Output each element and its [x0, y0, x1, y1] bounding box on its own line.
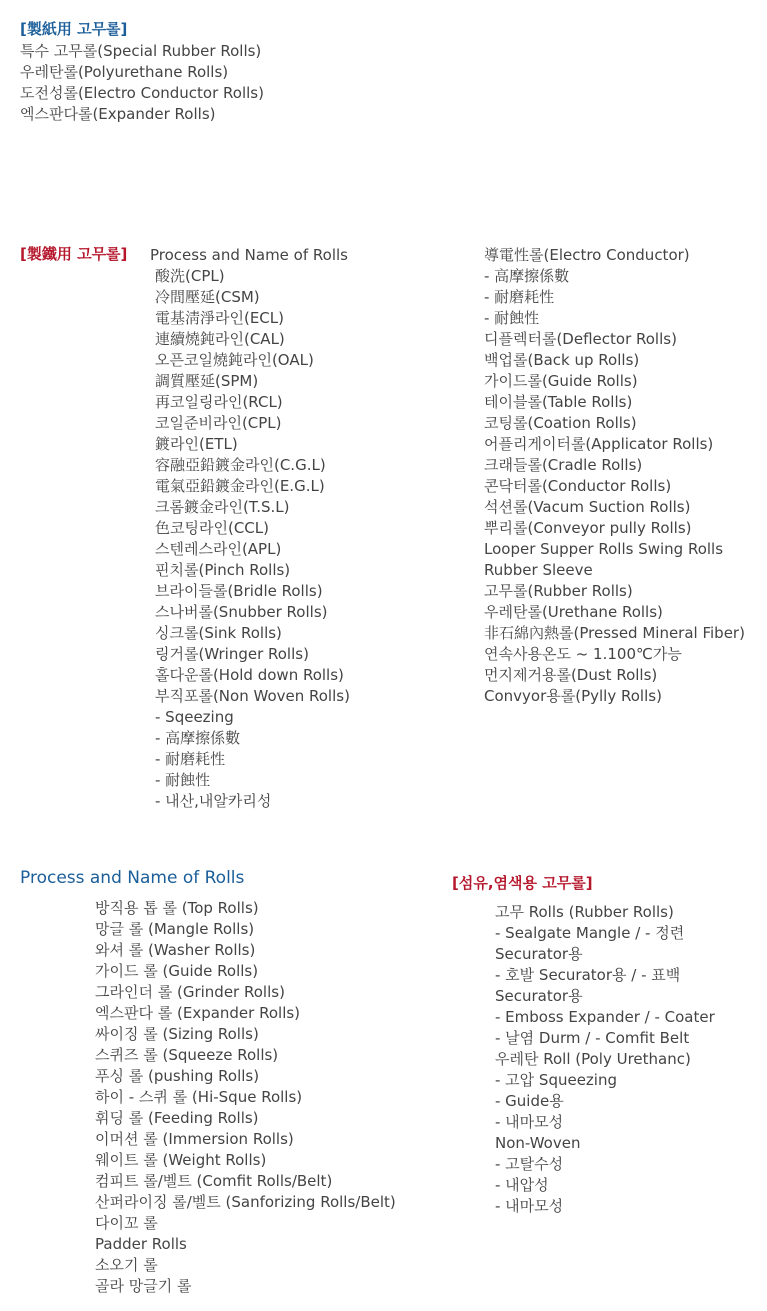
list-item: 어플리게이터롤(Applicator Rolls) — [484, 435, 714, 453]
list-item: 連續燒鈍라인(CAL) — [155, 330, 285, 348]
steel-left-list — [155, 266, 350, 812]
list-item: 다이꼬 롤 — [95, 1214, 158, 1232]
list-item: 冷間壓延(CSM) — [155, 288, 260, 306]
steel-subtitle: Process and Name of Rolls — [150, 246, 348, 264]
list-item: - 호발 Securator용 / - 표백 — [495, 966, 681, 984]
list-item: 크래들롤(Cradle Rolls) — [484, 456, 643, 474]
list-item: 백업롤(Back up Rolls) — [484, 351, 640, 369]
paper-section — [20, 18, 264, 125]
steel-left-column — [150, 245, 348, 266]
steel-section-title-text: [製鐵用 고무롤] — [20, 245, 128, 263]
list-item: 容融亞鉛鍍金라인(C.G.L) — [155, 456, 326, 474]
list-item: 코팅롤(Coation Rolls) — [484, 414, 637, 432]
paper-item-list — [20, 41, 264, 125]
list-item: - Emboss Expander / - Coater — [495, 1008, 715, 1026]
list-item: - 耐磨耗性 — [155, 750, 226, 768]
steel-section-title — [20, 243, 127, 264]
list-item: - 고압 Squeezing — [495, 1071, 618, 1089]
process-list — [95, 898, 396, 1297]
list-item: - 耐磨耗性 — [484, 288, 555, 306]
process-title-text: Process and Name of Rolls — [20, 868, 245, 888]
list-item: 非石綿內熱롤(Pressed Mineral Fiber) — [484, 624, 745, 642]
list-item: 휘딩 롤 (Feeding Rolls) — [95, 1109, 259, 1127]
list-item: 특수 고무롤(Special Rubber Rolls) — [20, 42, 262, 60]
list-item: 홀다운롤(Hold down Rolls) — [155, 666, 344, 684]
list-item: 가이드 롤 (Guide Rolls) — [95, 962, 259, 980]
list-item: 고무 Rolls (Rubber Rolls) — [495, 903, 674, 921]
list-item: 석션롤(Vacum Suction Rolls) — [484, 498, 691, 516]
list-item: 뿌리롤(Conveyor pully Rolls) — [484, 519, 692, 537]
list-item: 그라인더 롤 (Grinder Rolls) — [95, 983, 285, 1001]
list-item: Convyor용롤(Pylly Rolls) — [484, 687, 662, 705]
list-item: 코일준비라인(CPL) — [155, 414, 282, 432]
list-item: - 내산,내알카리성 — [155, 792, 272, 810]
list-item: - 耐蝕性 — [155, 771, 211, 789]
list-item: Padder Rolls — [95, 1235, 187, 1253]
list-item: 링거롤(Wringer Rolls) — [155, 645, 309, 663]
list-item: - 내마모성 — [495, 1113, 564, 1131]
list-item: - 내압성 — [495, 1176, 549, 1194]
list-item: - 고탈수성 — [495, 1155, 564, 1173]
list-item: 브라이들롤(Bridle Rolls) — [155, 582, 323, 600]
list-item: 싱크롤(Sink Rolls) — [155, 624, 282, 642]
list-item: - Sealgate Mangle / - 정련 — [495, 924, 685, 942]
list-item: - 高摩擦係數 — [484, 267, 570, 285]
list-item: 웨이트 롤 (Weight Rolls) — [95, 1151, 267, 1169]
list-item: Securator용 — [495, 945, 583, 963]
list-item: 연속사용온도 ~ 1.100℃가능 — [484, 645, 682, 663]
list-item: 디플렉터롤(Deflector Rolls) — [484, 330, 677, 348]
list-item: - 耐蝕性 — [484, 309, 540, 327]
list-item: 푸싱 롤 (pushing Rolls) — [95, 1067, 260, 1085]
list-item: 酸洗(CPL) — [155, 267, 225, 285]
list-item: - 내마모성 — [495, 1197, 564, 1215]
list-item: 엑스판다롤(Expander Rolls) — [20, 105, 216, 123]
list-item: - Sqeezing — [155, 708, 234, 726]
list-item: - 날염 Durm / - Comfit Belt — [495, 1029, 690, 1047]
list-item: 소오기 롤 — [95, 1256, 158, 1274]
list-item: 산퍼라이징 롤/벨트 (Sanforizing Rolls/Belt) — [95, 1193, 396, 1211]
steel-right-list — [484, 245, 745, 707]
textile-list — [495, 902, 715, 1217]
list-item: 와셔 롤 (Washer Rolls) — [95, 941, 256, 959]
list-item: Securator용 — [495, 987, 583, 1005]
list-item: 핀치롤(Pinch Rolls) — [155, 561, 291, 579]
list-item: 導電性롤(Electro Conductor) — [484, 246, 690, 264]
list-item: 가이드롤(Guide Rolls) — [484, 372, 638, 390]
list-item: 電氣亞鉛鍍金라인(E.G.L) — [155, 477, 325, 495]
list-item: 콘닥터롤(Conductor Rolls) — [484, 477, 672, 495]
process-section-title — [20, 868, 244, 888]
list-item: 테이블롤(Table Rolls) — [484, 393, 633, 411]
list-item: 먼지제거용롤(Dust Rolls) — [484, 666, 658, 684]
list-item: 우레탄롤(Urethane Rolls) — [484, 603, 663, 621]
list-item: 電基淸淨라인(ECL) — [155, 309, 284, 327]
list-item: 도전성롤(Electro Conductor Rolls) — [20, 84, 264, 102]
list-item: - Guide용 — [495, 1092, 564, 1110]
list-item: 크롬鍍金라인(T.S.L) — [155, 498, 290, 516]
list-item: 스나버롤(Snubber Rolls) — [155, 603, 328, 621]
paper-section-title: [製紙用 고무롤] — [20, 20, 128, 38]
textile-title-text: [섬유,염색용 고무롤] — [452, 874, 593, 892]
list-item: 스퀴즈 롤 (Squeeze Rolls) — [95, 1046, 279, 1064]
list-item: 鍍라인(ETL) — [155, 435, 238, 453]
list-item: 色코팅라인(CCL) — [155, 519, 269, 537]
list-item: 調質壓延(SPM) — [155, 372, 259, 390]
list-item: 스텐레스라인(APL) — [155, 540, 282, 558]
list-item: 우레탄 Roll (Poly Urethanc) — [495, 1050, 691, 1068]
list-item: Rubber Sleeve — [484, 561, 593, 579]
list-item: Non-Woven — [495, 1134, 581, 1152]
list-item: 부직포롤(Non Woven Rolls) — [155, 687, 350, 705]
list-item: 엑스판다 롤 (Expander Rolls) — [95, 1004, 301, 1022]
list-item: 망글 롤 (Mangle Rolls) — [95, 920, 255, 938]
list-item: 컴피트 롤/벨트 (Comfit Rolls/Belt) — [95, 1172, 333, 1190]
list-item: Looper Supper Rolls Swing Rolls — [484, 540, 724, 558]
list-item: 골라 망글기 롤 — [95, 1277, 192, 1295]
list-item: 再코일링라인(RCL) — [155, 393, 283, 411]
list-item: 하이 - 스퀴 롤 (Hi-Sque Rolls) — [95, 1088, 303, 1106]
list-item: 방직용 톱 롤 (Top Rolls) — [95, 899, 259, 917]
list-item: 우레탄롤(Polyurethane Rolls) — [20, 63, 229, 81]
textile-section-title — [452, 872, 593, 893]
list-item: 싸이징 롤 (Sizing Rolls) — [95, 1025, 259, 1043]
list-item: 이머션 롤 (Immersion Rolls) — [95, 1130, 294, 1148]
list-item: 고무롤(Rubber Rolls) — [484, 582, 633, 600]
list-item: - 高摩擦係數 — [155, 729, 241, 747]
list-item: 오픈코일燒鈍라인(OAL) — [155, 351, 314, 369]
